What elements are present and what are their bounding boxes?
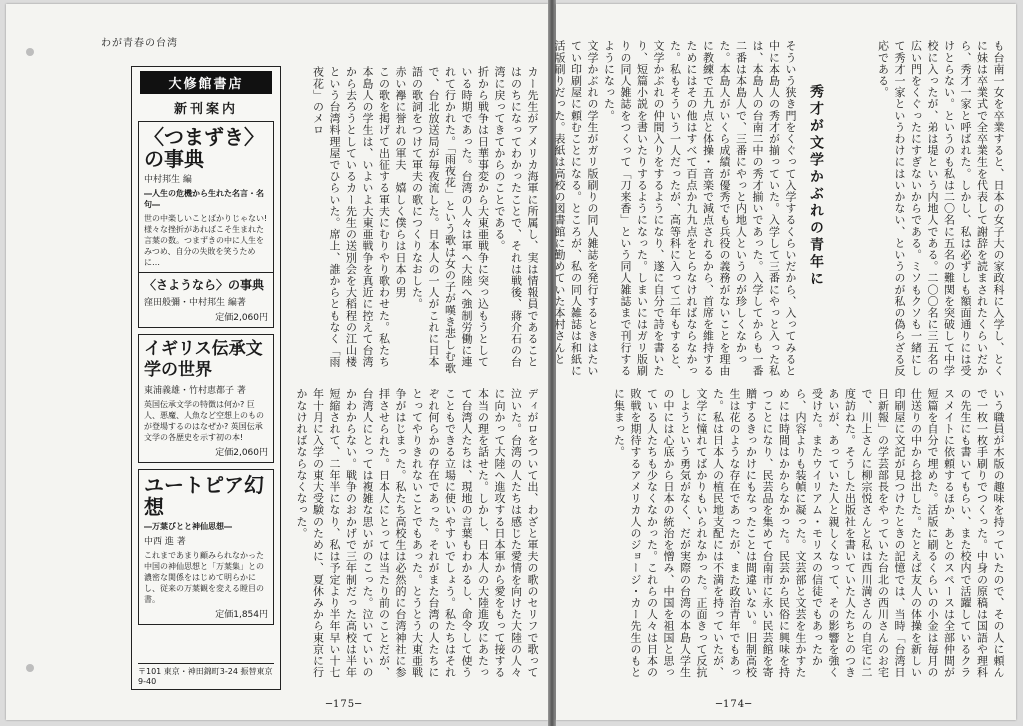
publisher-name: 大修館書店 — [140, 71, 272, 94]
book-author: 窪田般彌・中村邦生 編著 — [144, 298, 246, 308]
paragraph: 折から戦争は日華事変から大東亜戦争に突っ込もうとしている時期であった。台湾の人々は軍へ大陸へ強制労働に連れて行かれた。「雨夜花」という歌は女の子が嘆き悲しむ歌で、台北放送局が毎夜流した。日本人の一人がこれに日本語の歌詞をつけて軍夫の歌につくりなおした。 — [410, 66, 490, 374]
paragraph: も台南一女を卒業すると、日本の女子大の家政科に入学し、とくに妹は卒業式で全卒業生を代表して謝辞を読まされたくらいだから、秀才一家と呼ばれた。しかし、私は必ずしも額面通りには受けとらない。というのも私は二〇名に五名の難関を突破して中学校に入ったが、弟は堤という内地人である。二〇〇名に三五名の広い門をくぐったにすぎないからである。ミソもクソも一緒にして秀才一家というわけにはいかない、というのが私の偽らざる反応である。 — [876, 40, 1005, 377]
book-author: 中村邦生 編 — [144, 175, 192, 185]
paragraph: そういう狭き門をくぐって入学するくらいだから、入ってみると中に本島人の秀才が揃っていた。入学して三番にやっと入った私は、本島人の台南二中の秀才揃いであった。入学してからも一番二番は本島人で、三番にやっと内地人というのが珍しくなかった。本島人がいくら成績が優秀でも兵役の義務がないことを理由に教練で五九点と体操・音楽で減点されるから、首席を維持するためにはその他はすべて百点か九九点をとらなければならなかった。私もそういう一人だったが、高等科に入って二年もすると、文学かぶれの仲間入りをするようになり、遂に自分で詩を書いたり、短篇小説を書いたりするようになった。しまいにはガリ版刷りの同人雑誌をつくって「刀来香」という同人雑誌まで刊行するようになった。 — [602, 40, 797, 377]
verse-lyrics: 赤い襷に誉れの軍夫 嬉しく僕らは日本の男 — [394, 66, 407, 298]
body-text-upper-left — [553, 40, 798, 378]
running-head: わが青春の台湾 — [101, 38, 178, 49]
page-number: ─174─ — [716, 699, 753, 710]
book-title: イギリス伝承文学の世界 — [144, 339, 263, 380]
paragraph: カー先生がアメリカ海軍に所属し、実は情報員であることはのちになってわかったことで、それは戦後、蔣介石の台湾に戻ってきてからのことである。 — [493, 66, 539, 368]
book-price: 定価2,060円 — [215, 313, 268, 323]
page-174 — [553, 4, 1016, 720]
book-description: これまであまり顧みられなかった中国の神仙思想と「万葉集」との濃密な関係をはじめて明らかにし、従来の万葉観を変える瞠目の書。 — [144, 551, 264, 604]
book-author: 中西 進 著 — [144, 537, 186, 547]
paragraph: この歌を掲げて出征する軍夫にむりやり歌わせた。私たち本島人の学生は、いよいよ大東亜戦争を真近に控えて台湾から去ろうとしているカー先生の送別会を大稻程の江山楼という台湾料理屋でひらいた。席上、誰からともなく「雨夜花」のメロ — [311, 66, 391, 368]
paragraph: いう職員が木版の趣味を持っていたので、その人に頼んで一枚一枚手刷りでつくった。中身の原稿は国語や理科の先生にも書いてもらい、また校内で活躍しているクラスメイトに依頼するほか、あとのスペースは全部仲間が短篇を自分で埋めた。活版に刷るくらいの小金は毎月の仕送りの中から捻出した。たとえば友人の体操を新しい印刷屋に文記が見つけたときの記憶では、当時「台湾日日新報」の学芸部長をやっていた台北の西川さんのお宅で、川上さんに柳宗悦さんと私は西川満さんの自宅に二度訪ねた。そうした出版社を書いていた人たちとのつきあいが、あっていた人と親しくなって、その影響を強く受けた。またウイリアム・モリスの信徒でもあったから、内容よりも装幀に凝った。文芸部と文芸を生かすためには時間はかからなかった。民芸から民俗に興味を持つことになり、民芸品を集めて台南市に永い民芸館を寄贈するきっかけにもなったことは間違いない。旧制高校生は花のような存在であったが、また政治青年でもあった。私は日本人の植民地支配には不満を持っていたが、文学に憧れてばかりもいられなかった。正面きって反抗しようという勇気がなく、だが実際の台湾の本島人学生の中には心底から日本の統治を憎み、中国を祖国と思っている人たちも少なくなかった。これらの人々は日本の敗戦を期待するアメリカ人のジョージ・カー先生のもとに集まった。 — [612, 388, 1005, 678]
book-subtitle: ―人生の危機から生れた名言・名句― — [144, 189, 264, 209]
book-price: 定価1,854円 — [215, 610, 268, 620]
book-title: ユートピア幻想 — [144, 473, 264, 519]
page-175 — [6, 4, 548, 720]
ad-book-1 — [138, 121, 274, 273]
paragraph: ディがロをついて出、わざと軍夫の歌のセリフで歌って泣いた。台湾の人たちは感じた愛情を向けた大陸の人々に向かって大陸へ進攻する日本軍から愛をもって接する本当の理を話せた。しかし、日本人の大陸進攻にあたって台湾人たちは、現地の言葉もわかるし、命令して使うこともできる立場に使いやすいでしょう。私たちはそれぞれ何らかの存在であった。それがまた台湾の人たちにとってやりきれないことでもあった。とうとう大東亜戦争がはじまった。私たち高校生は必然的に台湾神社に参拝させられた。日本人にとっては当たり前のことだが、台湾人にとっては複雑な思いがのこった。泣いていいのかわからない。戦争のおかげで三年制だった高校は半年短縮されて、二年半になり、私は予定より半年早い十七年十月に入学の東大受験のために、夏休みから東京に行かなければならなくなった。 — [295, 388, 539, 678]
ad-section-title: 新刊案内 — [173, 102, 238, 117]
ad-book-2 — [138, 273, 274, 328]
section-heading: 秀才が文学かぶれの青年に — [808, 84, 824, 288]
body-text-lower — [562, 388, 1006, 688]
book-description: 世の中楽しいことばかりじゃない! 様々な挫折があればこそ生まれた言葉の数。つまずきの中に人生をみつめ、自分の失敗を笑うために… — [144, 214, 268, 267]
book-description: 英国伝承文学の特徴は何か? 巨人、悪魔、人魚など空想上のものが登場するのはなぜか? 英国伝承文学の各歴史を示す初の本! — [144, 400, 264, 442]
binder-hole — [26, 664, 34, 672]
binder-hole — [26, 48, 34, 56]
book-title: 〈つまずき〉の事典 — [144, 125, 264, 171]
body-text-upper-right — [826, 40, 1006, 378]
body-text-lower — [288, 388, 540, 688]
book-subtitle: ―万葉びとと神仙思想― — [144, 522, 232, 531]
body-text-upper — [288, 66, 540, 378]
book-author: 東浦義雄・竹村恵都子 著 — [144, 386, 246, 396]
publisher-advertisement — [131, 66, 281, 690]
ad-book-4 — [138, 469, 274, 625]
book-title: 〈さようなら〉の事典 — [144, 278, 265, 292]
paragraph: 文学かぶれの学生がガリ版刷りの同人雑誌を発行するときはたいてい印刷屋に頼むことになる。ところが、私の同人雑誌は和紙に活版刷りだった。表紙は高校の図書館に勤めていた本村さんと — [553, 40, 599, 377]
publisher-address: 〒101 東京・神田錦町3-24 振替東京9-40 — [138, 663, 274, 686]
ad-book-3 — [138, 334, 274, 463]
book-price: 定価2,060円 — [215, 448, 268, 458]
page-number: ─175─ — [326, 699, 363, 710]
